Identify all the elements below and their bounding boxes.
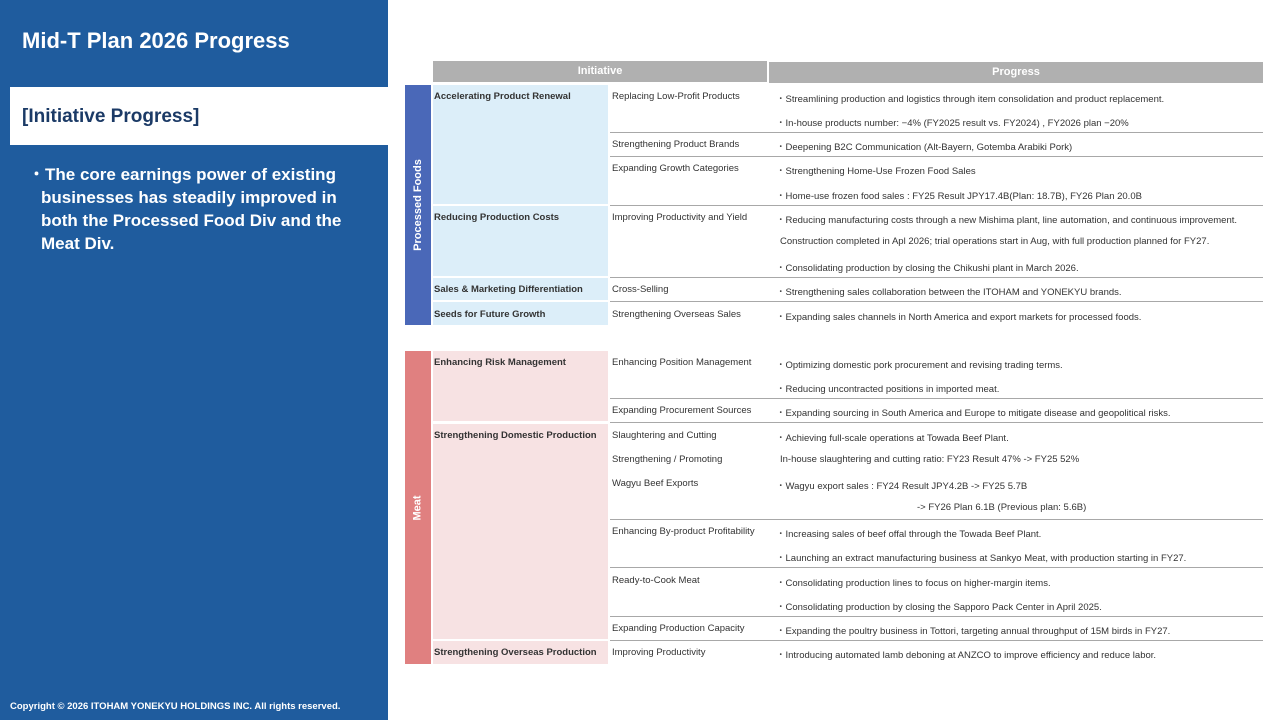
summary-body: The core earnings power of existing businesses has steadily improved in both the Processed Food Div and the Meat Div. bbox=[41, 165, 342, 253]
sub-initiative: Improving Productivity and Yield bbox=[612, 212, 748, 223]
row-divider bbox=[610, 301, 1263, 302]
progress-line: In-house slaughtering and cutting ratio: FY23 Result 47% -> FY25 52% bbox=[780, 454, 1080, 465]
section-title-box bbox=[10, 87, 388, 145]
row-divider bbox=[610, 567, 1263, 568]
row-divider bbox=[610, 132, 1263, 133]
progress-line: ・Expanding sales channels in North America and export markets for processed foods. bbox=[776, 312, 1142, 323]
progress-line: ・In-house products number: −4% (FY2025 result vs. FY2024) , FY2026 plan −20% bbox=[776, 118, 1129, 129]
sub-initiative: Expanding Production Capacity bbox=[612, 623, 745, 634]
group-box bbox=[433, 85, 608, 204]
section-label: Processed Foods bbox=[412, 159, 425, 251]
progress-line: ・Expanding the poultry business in Tottori, targeting annual throughput of 15M birds in FY27. bbox=[776, 626, 1171, 637]
header-progress: Progress bbox=[769, 62, 1263, 83]
sub-initiative: Strengthening / Promoting bbox=[612, 454, 723, 465]
row-divider bbox=[610, 277, 1263, 278]
group-label: Seeds for Future Growth bbox=[434, 309, 546, 320]
group-label: Sales & Marketing Differentiation bbox=[434, 284, 583, 295]
progress-line: ・Optimizing domestic pork procurement and revising trading terms. bbox=[776, 360, 1063, 371]
progress-line: ・Reducing uncontracted positions in imported meat. bbox=[776, 384, 1000, 395]
progress-line: ・Strengthening Home-Use Frozen Food Sales bbox=[776, 166, 976, 177]
row-divider bbox=[610, 398, 1263, 399]
progress-line: ・Strengthening sales collaboration between the ITOHAM and YONEKYU brands. bbox=[776, 287, 1122, 298]
sub-initiative: Strengthening Overseas Sales bbox=[612, 309, 741, 320]
group-label: Accelerating Product Renewal bbox=[434, 91, 571, 102]
sub-initiative: Cross-Selling bbox=[612, 284, 669, 295]
group-label: Enhancing Risk Management bbox=[434, 357, 566, 368]
section-label: Meat bbox=[412, 494, 424, 521]
section-bar-processed-foods bbox=[405, 85, 431, 325]
progress-line: ・Achieving full-scale operations at Towada Beef Plant. bbox=[776, 433, 1009, 444]
sub-initiative: Slaughtering and Cutting bbox=[612, 430, 717, 441]
row-divider bbox=[610, 422, 1263, 423]
section-title: [Initiative Progress] bbox=[22, 106, 200, 127]
progress-line: ・Introducing automated lamb deboning at ANZCO to improve efficiency and reduce labor. bbox=[776, 650, 1157, 661]
group-box bbox=[433, 424, 608, 639]
sub-initiative: Replacing Low-Profit Products bbox=[612, 91, 740, 102]
sub-initiative: Ready-to-Cook Meat bbox=[612, 575, 700, 586]
progress-line: Construction completed in Apl 2026; trial operations start in Aug, with full production planned for FY27. bbox=[780, 236, 1210, 247]
progress-line: ・Wagyu export sales : FY24 Result JPY4.2B -> FY25 5.7B bbox=[776, 481, 1028, 492]
sub-initiative: Enhancing Position Management bbox=[612, 357, 752, 368]
group-label: Strengthening Overseas Production bbox=[434, 647, 597, 658]
group-label: Strengthening Domestic Production bbox=[434, 430, 597, 441]
group-label: Reducing Production Costs bbox=[434, 212, 560, 223]
sub-initiative: Expanding Growth Categories bbox=[612, 163, 739, 174]
progress-line: ・Deepening B2C Communication (Alt-Bayern, Gotemba Arabiki Pork) bbox=[776, 142, 1073, 153]
progress-line: ・Consolidating production lines to focus on higher-margin items. bbox=[776, 578, 1051, 589]
row-divider bbox=[610, 519, 1263, 520]
sub-initiative: Strengthening Product Brands bbox=[612, 139, 740, 150]
row-divider bbox=[610, 156, 1263, 157]
copyright: Copyright © 2026 ITOHAM YONEKYU HOLDINGS INC. All rights reserved. bbox=[10, 701, 341, 712]
progress-line: ・Streamlining production and logistics through item consolidation and product replacement. bbox=[776, 94, 1165, 105]
row-divider bbox=[610, 616, 1263, 617]
progress-line: ・Increasing sales of beef offal through the Towada Beef Plant. bbox=[776, 529, 1042, 540]
bullet-marker: ・ bbox=[28, 165, 45, 184]
progress-line: ・Consolidating production by closing the Sapporo Pack Center in April 2025. bbox=[776, 602, 1102, 613]
progress-line: ・Launching an extract manufacturing business at Sankyo Meat, with production starting in FY27. bbox=[776, 553, 1187, 564]
sub-initiative: Wagyu Beef Exports bbox=[612, 478, 699, 489]
page-title: Mid-T Plan 2026 Progress bbox=[22, 28, 290, 53]
left-panel bbox=[0, 0, 388, 720]
progress-line: ・Home-use frozen food sales : FY25 Result JPY17.4B(Plan: 18.7B), FY26 Plan 20.0B bbox=[776, 191, 1142, 202]
sub-initiative: Expanding Procurement Sources bbox=[612, 405, 752, 416]
section-bar-meat bbox=[405, 351, 431, 664]
progress-line: ・Reducing manufacturing costs through a new Mishima plant, line automation, and continuous improvement. bbox=[776, 215, 1238, 226]
progress-line: -> FY26 Plan 6.1B (Previous plan: 5.6B) bbox=[917, 502, 1087, 513]
row-divider bbox=[610, 640, 1263, 641]
progress-line: ・Expanding sourcing in South America and Europe to mitigate disease and geopolitical risks. bbox=[776, 408, 1171, 419]
row-divider bbox=[610, 205, 1263, 206]
progress-line: ・Consolidating production by closing the Chikushi plant in March 2026. bbox=[776, 263, 1079, 274]
sub-initiative: Improving Productivity bbox=[612, 647, 706, 658]
sub-initiative: Enhancing By-product Profitability bbox=[612, 526, 755, 537]
summary-text bbox=[28, 163, 378, 255]
header-initiative: Initiative bbox=[433, 61, 767, 82]
